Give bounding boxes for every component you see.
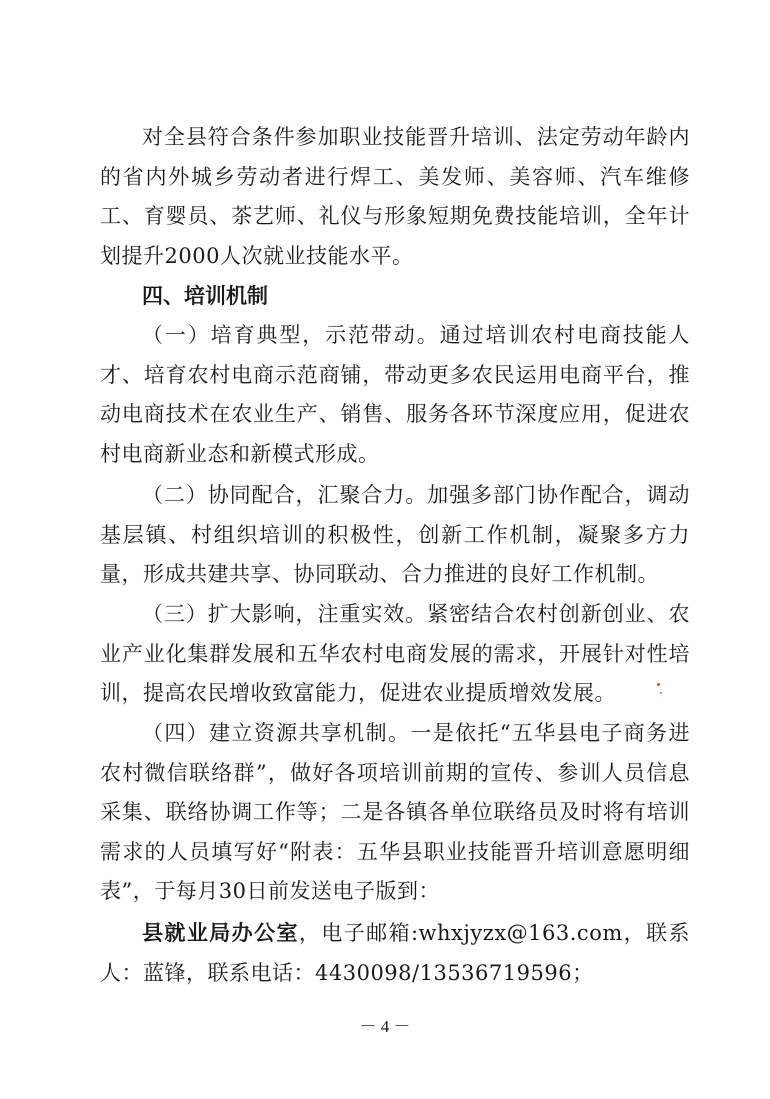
paragraph-lead-4: （四）建立资源共享机制。: [142, 721, 411, 745]
red-ink-dot: [657, 683, 660, 686]
contact-office: 县就业局办公室: [142, 921, 299, 945]
page-number: － 4 －: [359, 1017, 411, 1036]
red-ink-dot-small: [660, 692, 662, 694]
section-heading-training-mechanism: 四、培训机制: [142, 284, 268, 308]
paragraph-training-scope: 对全县符合条件参加职业技能晋升培训、法定劳动年龄内的省内外城乡劳动者进行焊工、美发师、美容师、汽车维修工、育婴员、茶艺师、礼仪与形象短期免费技能培训，全年计划提升2000人次就业技能水平。: [100, 125, 690, 268]
paragraph-body-4: 一是依托“五华县电子商务进农村微信联络群”，做好各项培训前期的宣传、参训人员信息采集、联络协调工作等；二是各镇各单位联络员及时将有培训需求的人员填写好“附表：五华县职业技能晋升培训意愿明细表”，于每月30日前发送电子版到：: [100, 721, 690, 903]
paragraph-typical-demonstration: [100, 316, 690, 474]
paragraph-body-3: 紧密结合农村创新创业、农业产业化集群发展和五华农村电商发展的需求，开展针对性培训，提高农民增收致富能力，促进农业提质增效发展。: [100, 602, 690, 705]
paragraph-lead-1: （一）培育典型，示范带动。: [142, 323, 440, 347]
paragraph-resource-sharing: [100, 714, 690, 912]
paragraph-lead-3: （三）扩大影响，注重实效。: [142, 602, 428, 626]
paragraph-coordination: [100, 476, 690, 595]
paragraph-lead-2: （二）协同配合，汇聚合力。: [142, 483, 428, 507]
paragraph-expand-influence: [100, 595, 690, 714]
contact-details: ，电子邮箱:whxjyzx@163.com，联系人：蓝锋，联系电话：4430098/13536719596；: [100, 921, 690, 985]
paragraph-contact-info: [100, 914, 690, 993]
paragraph-body-2: 加强多部门协作配合，调动基层镇、村组织培训的积极性，创新工作机制，凝聚多方力量，形成共建共享、协同联动、合力推进的良好工作机制。: [100, 483, 690, 586]
paragraph-body-1: 通过培训农村电商技能人才、培育农村电商示范商铺，带动更多农民运用电商平台，推动电商技术在农业生产、销售、服务各环节深度应用，促进农村电商新业态和新模式形成。: [100, 323, 691, 466]
